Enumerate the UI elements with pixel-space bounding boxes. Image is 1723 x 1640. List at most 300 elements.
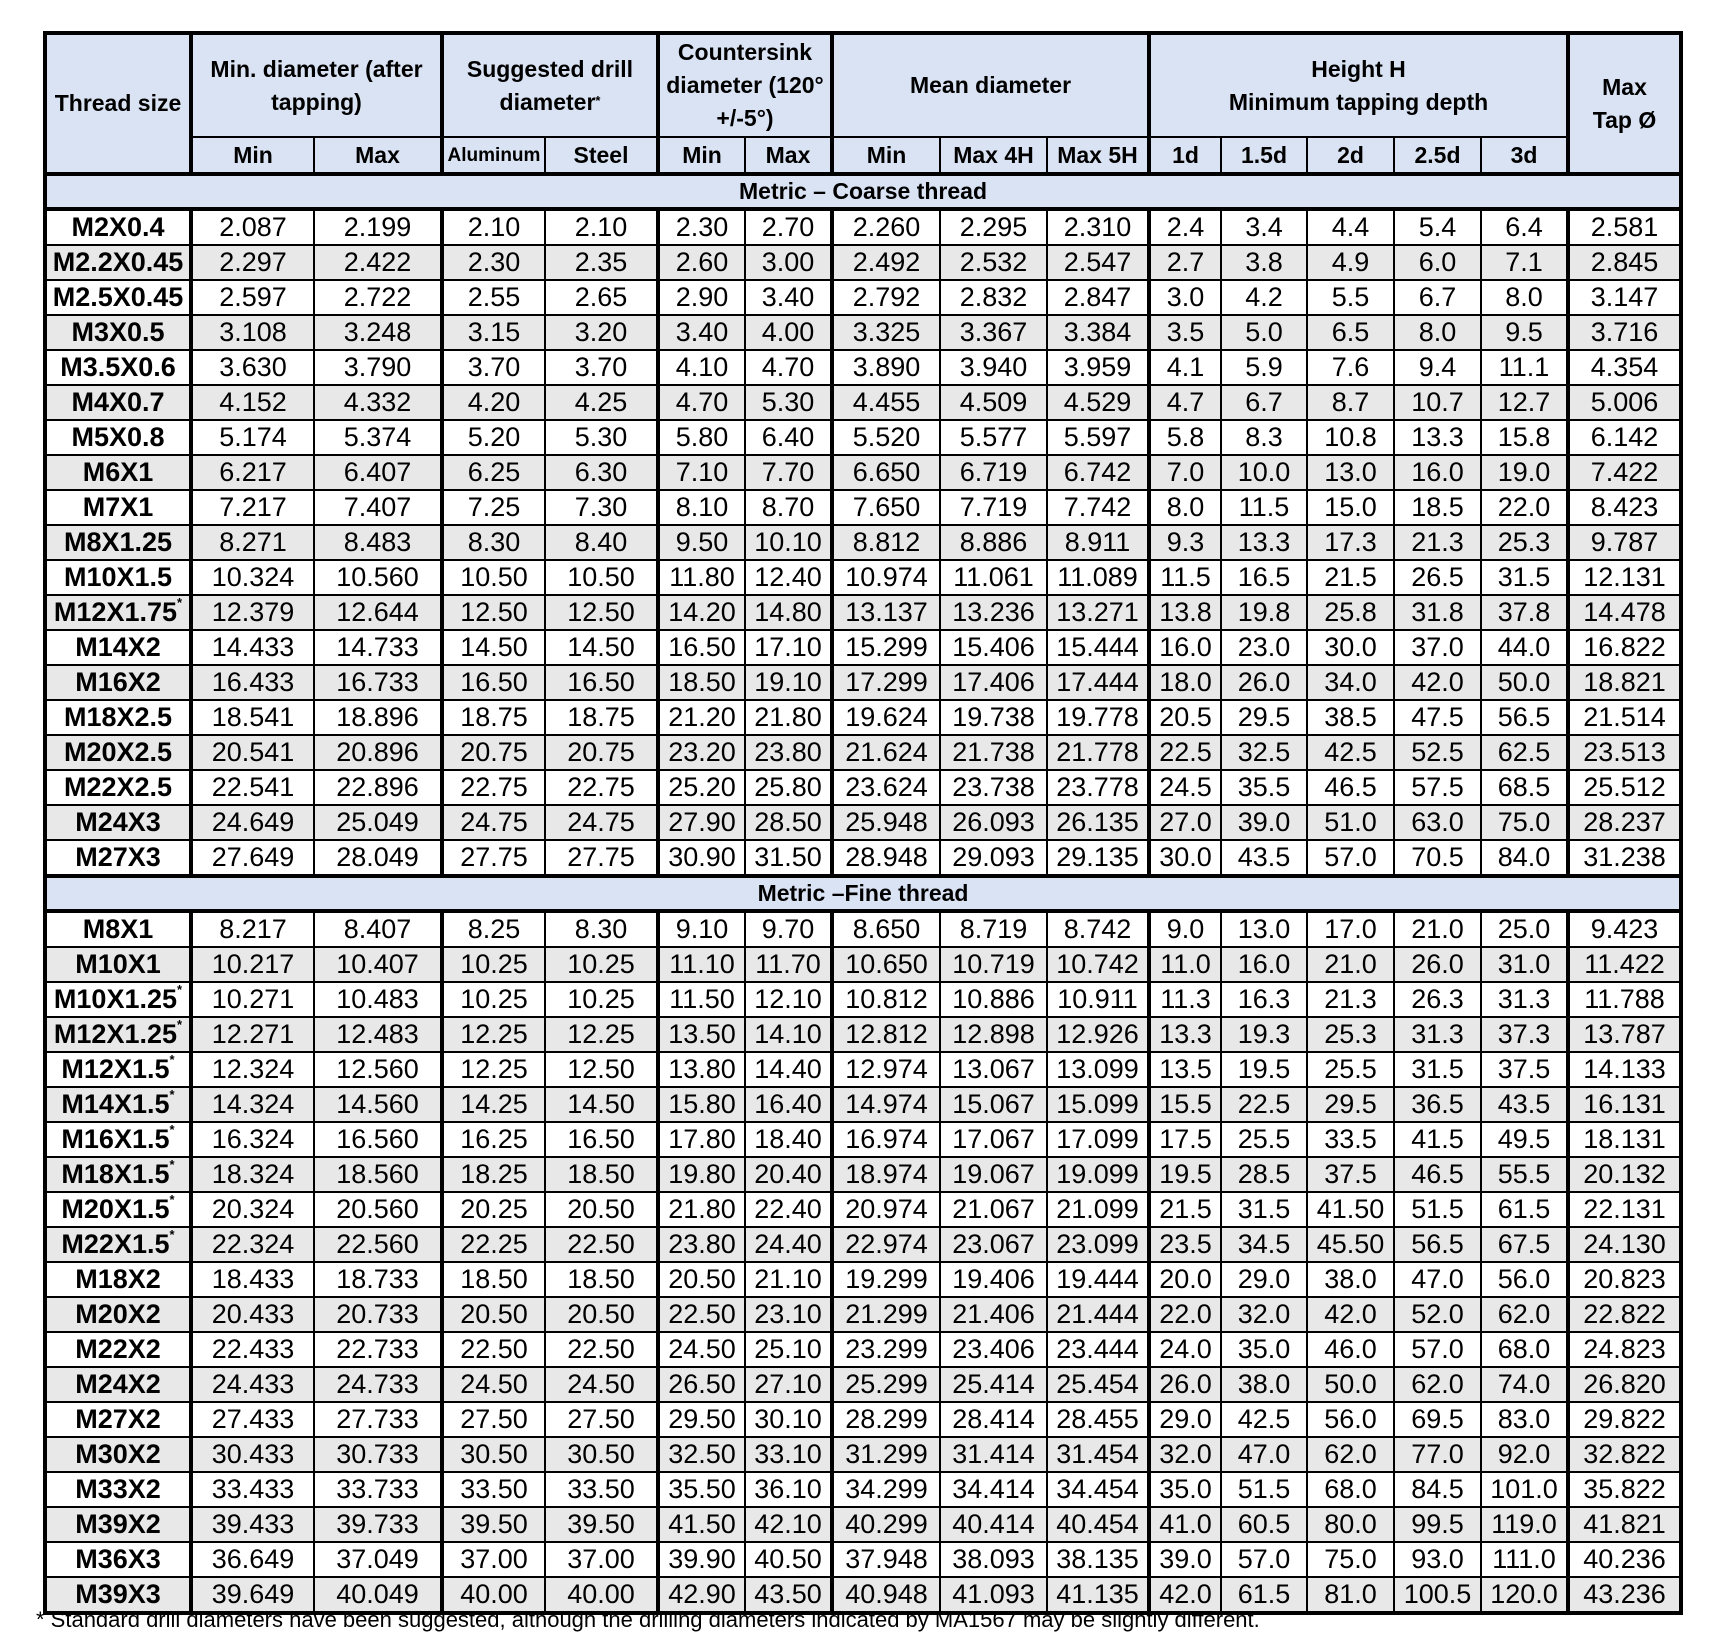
value-cell: 43.50 bbox=[745, 1577, 832, 1613]
value-cell: 14.433 bbox=[191, 630, 314, 665]
value-cell: 36.10 bbox=[745, 1472, 832, 1507]
value-cell: 25.5 bbox=[1307, 1052, 1394, 1087]
value-cell: 31.0 bbox=[1481, 947, 1568, 982]
table-row bbox=[45, 1297, 1681, 1332]
value-cell: 13.5 bbox=[1149, 1052, 1221, 1087]
value-cell: 4.7 bbox=[1149, 385, 1221, 420]
value-cell: 12.25 bbox=[545, 1017, 658, 1052]
thread-size-cell bbox=[45, 1017, 191, 1052]
value-cell: 56.5 bbox=[1394, 1227, 1481, 1262]
value-cell: 4.9 bbox=[1307, 245, 1394, 280]
value-cell: 3.20 bbox=[545, 315, 658, 350]
header-height-title: Height H bbox=[1311, 55, 1406, 82]
value-cell: 3.716 bbox=[1568, 315, 1681, 350]
value-cell: 7.422 bbox=[1568, 455, 1681, 490]
value-cell: 29.5 bbox=[1221, 700, 1307, 735]
value-cell: 5.20 bbox=[442, 420, 545, 455]
value-cell: 16.50 bbox=[545, 1122, 658, 1157]
value-cell: 63.0 bbox=[1394, 805, 1481, 840]
value-cell: 12.974 bbox=[832, 1052, 940, 1087]
value-cell: 24.50 bbox=[442, 1367, 545, 1402]
value-cell: 10.25 bbox=[545, 982, 658, 1017]
value-cell: 21.406 bbox=[940, 1297, 1047, 1332]
table-row bbox=[45, 560, 1681, 595]
thread-size-cell: M22X2.5 bbox=[45, 770, 191, 805]
value-cell: 11.3 bbox=[1149, 982, 1221, 1017]
value-cell: 25.5 bbox=[1221, 1122, 1307, 1157]
value-cell: 12.50 bbox=[545, 1052, 658, 1087]
value-cell: 12.131 bbox=[1568, 560, 1681, 595]
value-cell: 4.332 bbox=[314, 385, 442, 420]
table-row bbox=[45, 1542, 1681, 1577]
value-cell: 12.7 bbox=[1481, 385, 1568, 420]
value-cell: 57.0 bbox=[1307, 840, 1394, 876]
value-cell: 22.75 bbox=[442, 770, 545, 805]
value-cell: 22.433 bbox=[191, 1332, 314, 1367]
table-row bbox=[45, 1437, 1681, 1472]
value-cell: 16.822 bbox=[1568, 630, 1681, 665]
value-cell: 12.379 bbox=[191, 595, 314, 630]
value-cell: 2.297 bbox=[191, 245, 314, 280]
value-cell: 5.0 bbox=[1221, 315, 1307, 350]
value-cell: 5.4 bbox=[1394, 209, 1481, 245]
value-cell: 38.0 bbox=[1221, 1367, 1307, 1402]
value-cell: 50.0 bbox=[1307, 1367, 1394, 1402]
value-cell: 51.0 bbox=[1307, 805, 1394, 840]
value-cell: 8.483 bbox=[314, 525, 442, 560]
value-cell: 18.324 bbox=[191, 1157, 314, 1192]
value-cell: 18.5 bbox=[1394, 490, 1481, 525]
value-cell: 21.0 bbox=[1394, 911, 1481, 947]
value-cell: 15.5 bbox=[1149, 1087, 1221, 1122]
value-cell: 16.0 bbox=[1149, 630, 1221, 665]
value-cell: 69.5 bbox=[1394, 1402, 1481, 1437]
value-cell: 13.0 bbox=[1307, 455, 1394, 490]
value-cell: 27.10 bbox=[745, 1367, 832, 1402]
value-cell: 37.3 bbox=[1481, 1017, 1568, 1052]
thread-size-cell: M27X2 bbox=[45, 1402, 191, 1437]
value-cell: 14.133 bbox=[1568, 1052, 1681, 1087]
value-cell: 27.0 bbox=[1149, 805, 1221, 840]
value-cell: 17.299 bbox=[832, 665, 940, 700]
value-cell: 12.25 bbox=[442, 1052, 545, 1087]
value-cell: 31.5 bbox=[1221, 1192, 1307, 1227]
value-cell: 100.5 bbox=[1394, 1577, 1481, 1613]
value-cell: 27.733 bbox=[314, 1402, 442, 1437]
value-cell: 14.50 bbox=[442, 630, 545, 665]
value-cell: 31.5 bbox=[1394, 1052, 1481, 1087]
value-cell: 28.049 bbox=[314, 840, 442, 876]
value-cell: 23.778 bbox=[1047, 770, 1149, 805]
value-cell: 31.414 bbox=[940, 1437, 1047, 1472]
table-row bbox=[45, 1122, 1681, 1157]
value-cell: 37.049 bbox=[314, 1542, 442, 1577]
value-cell: 21.514 bbox=[1568, 700, 1681, 735]
value-cell: 2.260 bbox=[832, 209, 940, 245]
value-cell: 16.5 bbox=[1221, 560, 1307, 595]
value-cell: 4.354 bbox=[1568, 350, 1681, 385]
value-cell: 8.0 bbox=[1394, 315, 1481, 350]
value-cell: 16.324 bbox=[191, 1122, 314, 1157]
table-row bbox=[45, 1332, 1681, 1367]
value-cell: 9.4 bbox=[1394, 350, 1481, 385]
thread-size-cell bbox=[45, 1122, 191, 1157]
value-cell: 2.087 bbox=[191, 209, 314, 245]
value-cell: 41.50 bbox=[1307, 1192, 1394, 1227]
value-cell: 13.50 bbox=[658, 1017, 745, 1052]
value-cell: 11.70 bbox=[745, 947, 832, 982]
value-cell: 18.50 bbox=[658, 665, 745, 700]
value-cell: 28.50 bbox=[745, 805, 832, 840]
value-cell: 15.444 bbox=[1047, 630, 1149, 665]
value-cell: 120.0 bbox=[1481, 1577, 1568, 1613]
value-cell: 27.90 bbox=[658, 805, 745, 840]
value-cell: 26.135 bbox=[1047, 805, 1149, 840]
value-cell: 6.142 bbox=[1568, 420, 1681, 455]
value-cell: 22.40 bbox=[745, 1192, 832, 1227]
value-cell: 31.299 bbox=[832, 1437, 940, 1472]
value-cell: 28.5 bbox=[1221, 1157, 1307, 1192]
value-cell: 41.135 bbox=[1047, 1577, 1149, 1613]
value-cell: 23.10 bbox=[745, 1297, 832, 1332]
value-cell: 4.10 bbox=[658, 350, 745, 385]
value-cell: 6.719 bbox=[940, 455, 1047, 490]
value-cell: 46.5 bbox=[1307, 770, 1394, 805]
value-cell: 21.3 bbox=[1394, 525, 1481, 560]
value-cell: 8.30 bbox=[442, 525, 545, 560]
value-cell: 29.0 bbox=[1149, 1402, 1221, 1437]
value-cell: 16.0 bbox=[1394, 455, 1481, 490]
value-cell: 34.0 bbox=[1307, 665, 1394, 700]
value-cell: 40.00 bbox=[545, 1577, 658, 1613]
value-cell: 3.325 bbox=[832, 315, 940, 350]
value-cell: 30.10 bbox=[745, 1402, 832, 1437]
value-cell: 8.25 bbox=[442, 911, 545, 947]
header-suggested-drill bbox=[442, 33, 658, 137]
value-cell: 23.738 bbox=[940, 770, 1047, 805]
value-cell: 52.0 bbox=[1394, 1297, 1481, 1332]
value-cell: 84.0 bbox=[1481, 840, 1568, 876]
value-cell: 57.0 bbox=[1221, 1542, 1307, 1577]
value-cell: 39.0 bbox=[1221, 805, 1307, 840]
value-cell: 11.089 bbox=[1047, 560, 1149, 595]
thread-size-cell: M36X3 bbox=[45, 1542, 191, 1577]
value-cell: 33.733 bbox=[314, 1472, 442, 1507]
value-cell: 5.80 bbox=[658, 420, 745, 455]
thread-size-cell: M10X1.5 bbox=[45, 560, 191, 595]
value-cell: 18.25 bbox=[442, 1157, 545, 1192]
value-cell: 40.948 bbox=[832, 1577, 940, 1613]
header-countersink bbox=[658, 33, 832, 137]
table-row bbox=[45, 315, 1681, 350]
value-cell: 42.5 bbox=[1307, 735, 1394, 770]
header-mean-diameter bbox=[832, 33, 1149, 137]
value-cell: 6.0 bbox=[1394, 245, 1481, 280]
table-row bbox=[45, 840, 1681, 876]
value-cell: 3.790 bbox=[314, 350, 442, 385]
value-cell: 20.433 bbox=[191, 1297, 314, 1332]
value-cell: 21.5 bbox=[1149, 1192, 1221, 1227]
value-cell: 16.733 bbox=[314, 665, 442, 700]
value-cell: 29.5 bbox=[1307, 1087, 1394, 1122]
value-cell: 61.5 bbox=[1221, 1577, 1307, 1613]
value-cell: 8.30 bbox=[545, 911, 658, 947]
header-countersink-text: Countersink diameter (120° +/-5°) bbox=[666, 39, 824, 131]
value-cell: 2.492 bbox=[832, 245, 940, 280]
table-header bbox=[45, 33, 1681, 174]
value-cell: 14.50 bbox=[545, 1087, 658, 1122]
subheader-countersink-max: Max bbox=[745, 137, 832, 174]
thread-size-label: M20X1.5 bbox=[61, 1194, 170, 1224]
thread-size-cell: M20X2 bbox=[45, 1297, 191, 1332]
value-cell: 9.3 bbox=[1149, 525, 1221, 560]
thread-size-cell: M3.5X0.6 bbox=[45, 350, 191, 385]
value-cell: 31.3 bbox=[1481, 982, 1568, 1017]
value-cell: 13.3 bbox=[1221, 525, 1307, 560]
value-cell: 7.30 bbox=[545, 490, 658, 525]
value-cell: 70.5 bbox=[1394, 840, 1481, 876]
value-cell: 12.898 bbox=[940, 1017, 1047, 1052]
value-cell: 21.5 bbox=[1307, 560, 1394, 595]
value-cell: 19.444 bbox=[1047, 1262, 1149, 1297]
value-cell: 37.00 bbox=[545, 1542, 658, 1577]
value-cell: 46.0 bbox=[1307, 1332, 1394, 1367]
value-cell: 39.0 bbox=[1149, 1542, 1221, 1577]
value-cell: 6.742 bbox=[1047, 455, 1149, 490]
value-cell: 21.80 bbox=[745, 700, 832, 735]
value-cell: 68.0 bbox=[1307, 1472, 1394, 1507]
value-cell: 16.560 bbox=[314, 1122, 442, 1157]
value-cell: 22.5 bbox=[1149, 735, 1221, 770]
value-cell: 10.217 bbox=[191, 947, 314, 982]
value-cell: 7.217 bbox=[191, 490, 314, 525]
value-cell: 8.719 bbox=[940, 911, 1047, 947]
value-cell: 35.822 bbox=[1568, 1472, 1681, 1507]
value-cell: 47.5 bbox=[1394, 700, 1481, 735]
header-thread-size-text: Thread size bbox=[54, 90, 182, 116]
footnote-mark: * bbox=[177, 982, 183, 997]
value-cell: 18.131 bbox=[1568, 1122, 1681, 1157]
thread-size-cell: M33X2 bbox=[45, 1472, 191, 1507]
header-max-tap-text: Max Tap Ø bbox=[1592, 73, 1657, 133]
value-cell: 25.049 bbox=[314, 805, 442, 840]
value-cell: 6.5 bbox=[1307, 315, 1394, 350]
value-cell: 21.20 bbox=[658, 700, 745, 735]
thread-size-cell: M5X0.8 bbox=[45, 420, 191, 455]
thread-size-cell: M39X2 bbox=[45, 1507, 191, 1542]
value-cell: 42.0 bbox=[1307, 1297, 1394, 1332]
value-cell: 41.093 bbox=[940, 1577, 1047, 1613]
value-cell: 17.099 bbox=[1047, 1122, 1149, 1157]
value-cell: 24.433 bbox=[191, 1367, 314, 1402]
value-cell: 42.10 bbox=[745, 1507, 832, 1542]
value-cell: 25.20 bbox=[658, 770, 745, 805]
value-cell: 4.25 bbox=[545, 385, 658, 420]
value-cell: 28.414 bbox=[940, 1402, 1047, 1437]
header-mean-diameter-text: Mean diameter bbox=[909, 72, 1072, 98]
value-cell: 17.067 bbox=[940, 1122, 1047, 1157]
value-cell: 9.0 bbox=[1149, 911, 1221, 947]
value-cell: 10.10 bbox=[745, 525, 832, 560]
value-cell: 5.577 bbox=[940, 420, 1047, 455]
value-cell: 4.509 bbox=[940, 385, 1047, 420]
value-cell: 39.50 bbox=[442, 1507, 545, 1542]
value-cell: 111.0 bbox=[1481, 1542, 1568, 1577]
value-cell: 51.5 bbox=[1221, 1472, 1307, 1507]
value-cell: 22.974 bbox=[832, 1227, 940, 1262]
value-cell: 4.1 bbox=[1149, 350, 1221, 385]
value-cell: 2.547 bbox=[1047, 245, 1149, 280]
value-cell: 5.520 bbox=[832, 420, 940, 455]
value-cell: 39.50 bbox=[545, 1507, 658, 1542]
value-cell: 14.20 bbox=[658, 595, 745, 630]
value-cell: 5.174 bbox=[191, 420, 314, 455]
value-cell: 40.299 bbox=[832, 1507, 940, 1542]
value-cell: 32.0 bbox=[1149, 1437, 1221, 1472]
value-cell: 20.50 bbox=[545, 1192, 658, 1227]
value-cell: 8.7 bbox=[1307, 385, 1394, 420]
value-cell: 56.5 bbox=[1481, 700, 1568, 735]
table-row bbox=[45, 1157, 1681, 1192]
value-cell: 6.407 bbox=[314, 455, 442, 490]
value-cell: 19.8 bbox=[1221, 595, 1307, 630]
value-cell: 2.90 bbox=[658, 280, 745, 315]
value-cell: 2.10 bbox=[545, 209, 658, 245]
value-cell: 9.70 bbox=[745, 911, 832, 947]
value-cell: 3.384 bbox=[1047, 315, 1149, 350]
value-cell: 22.733 bbox=[314, 1332, 442, 1367]
value-cell: 2.60 bbox=[658, 245, 745, 280]
value-cell: 45.50 bbox=[1307, 1227, 1394, 1262]
value-cell: 22.131 bbox=[1568, 1192, 1681, 1227]
value-cell: 26.3 bbox=[1394, 982, 1481, 1017]
value-cell: 40.049 bbox=[314, 1577, 442, 1613]
value-cell: 29.093 bbox=[940, 840, 1047, 876]
thread-size-label: M14X1.5 bbox=[61, 1089, 170, 1119]
value-cell: 22.324 bbox=[191, 1227, 314, 1262]
value-cell: 3.70 bbox=[442, 350, 545, 385]
value-cell: 23.80 bbox=[658, 1227, 745, 1262]
table-row bbox=[45, 735, 1681, 770]
value-cell: 25.8 bbox=[1307, 595, 1394, 630]
value-cell: 37.00 bbox=[442, 1542, 545, 1577]
value-cell: 6.40 bbox=[745, 420, 832, 455]
value-cell: 23.444 bbox=[1047, 1332, 1149, 1367]
header-thread-size bbox=[45, 33, 191, 174]
value-cell: 18.50 bbox=[545, 1262, 658, 1297]
value-cell: 14.10 bbox=[745, 1017, 832, 1052]
value-cell: 12.50 bbox=[545, 595, 658, 630]
value-cell: 20.541 bbox=[191, 735, 314, 770]
thread-size-label: M10X1.25 bbox=[53, 984, 178, 1014]
value-cell: 12.271 bbox=[191, 1017, 314, 1052]
value-cell: 81.0 bbox=[1307, 1577, 1394, 1613]
value-cell: 11.80 bbox=[658, 560, 745, 595]
value-cell: 6.30 bbox=[545, 455, 658, 490]
value-cell: 2.4 bbox=[1149, 209, 1221, 245]
value-cell: 13.099 bbox=[1047, 1052, 1149, 1087]
value-cell: 9.787 bbox=[1568, 525, 1681, 560]
value-cell: 15.0 bbox=[1307, 490, 1394, 525]
value-cell: 22.50 bbox=[545, 1332, 658, 1367]
value-cell: 21.0 bbox=[1307, 947, 1394, 982]
value-cell: 2.295 bbox=[940, 209, 1047, 245]
footnote-mark: * bbox=[169, 1157, 175, 1172]
table-row bbox=[45, 1052, 1681, 1087]
value-cell: 20.0 bbox=[1149, 1262, 1221, 1297]
section-title: Metric –Fine thread bbox=[45, 876, 1681, 911]
value-cell: 18.896 bbox=[314, 700, 442, 735]
value-cell: 24.75 bbox=[545, 805, 658, 840]
value-cell: 26.093 bbox=[940, 805, 1047, 840]
value-cell: 19.624 bbox=[832, 700, 940, 735]
value-cell: 10.719 bbox=[940, 947, 1047, 982]
value-cell: 38.0 bbox=[1307, 1262, 1394, 1297]
value-cell: 34.454 bbox=[1047, 1472, 1149, 1507]
value-cell: 22.25 bbox=[442, 1227, 545, 1262]
subheader-depth-2d: 2d bbox=[1307, 137, 1394, 174]
table-row bbox=[45, 490, 1681, 525]
thread-size-label: M22X1.5 bbox=[61, 1229, 170, 1259]
value-cell: 8.812 bbox=[832, 525, 940, 560]
thread-size-cell: M39X3 bbox=[45, 1577, 191, 1613]
value-cell: 16.0 bbox=[1221, 947, 1307, 982]
value-cell: 11.061 bbox=[940, 560, 1047, 595]
value-cell: 75.0 bbox=[1307, 1542, 1394, 1577]
value-cell: 33.5 bbox=[1307, 1122, 1394, 1157]
value-cell: 30.90 bbox=[658, 840, 745, 876]
value-cell: 14.80 bbox=[745, 595, 832, 630]
value-cell: 36.649 bbox=[191, 1542, 314, 1577]
value-cell: 20.75 bbox=[545, 735, 658, 770]
value-cell: 43.5 bbox=[1481, 1087, 1568, 1122]
value-cell: 119.0 bbox=[1481, 1507, 1568, 1542]
value-cell: 13.3 bbox=[1394, 420, 1481, 455]
value-cell: 6.25 bbox=[442, 455, 545, 490]
footnote-mark: * bbox=[169, 1192, 175, 1207]
value-cell: 25.454 bbox=[1047, 1367, 1149, 1402]
value-cell: 12.25 bbox=[442, 1017, 545, 1052]
value-cell: 39.90 bbox=[658, 1542, 745, 1577]
value-cell: 8.407 bbox=[314, 911, 442, 947]
value-cell: 30.433 bbox=[191, 1437, 314, 1472]
value-cell: 11.1 bbox=[1481, 350, 1568, 385]
table-row bbox=[45, 420, 1681, 455]
value-cell: 10.742 bbox=[1047, 947, 1149, 982]
value-cell: 3.00 bbox=[745, 245, 832, 280]
value-cell: 19.738 bbox=[940, 700, 1047, 735]
table-row bbox=[45, 805, 1681, 840]
value-cell: 5.006 bbox=[1568, 385, 1681, 420]
value-cell: 2.10 bbox=[442, 209, 545, 245]
table-row bbox=[45, 385, 1681, 420]
thread-size-cell: M27X3 bbox=[45, 840, 191, 876]
value-cell: 12.10 bbox=[745, 982, 832, 1017]
value-cell: 31.238 bbox=[1568, 840, 1681, 876]
value-cell: 47.0 bbox=[1221, 1437, 1307, 1472]
value-cell: 8.0 bbox=[1149, 490, 1221, 525]
value-cell: 19.0 bbox=[1481, 455, 1568, 490]
value-cell: 5.30 bbox=[545, 420, 658, 455]
table-row bbox=[45, 1402, 1681, 1437]
value-cell: 68.5 bbox=[1481, 770, 1568, 805]
value-cell: 38.5 bbox=[1307, 700, 1394, 735]
value-cell: 25.3 bbox=[1481, 525, 1568, 560]
thread-size-cell bbox=[45, 595, 191, 630]
value-cell: 22.0 bbox=[1481, 490, 1568, 525]
value-cell: 27.75 bbox=[442, 840, 545, 876]
value-cell: 24.75 bbox=[442, 805, 545, 840]
